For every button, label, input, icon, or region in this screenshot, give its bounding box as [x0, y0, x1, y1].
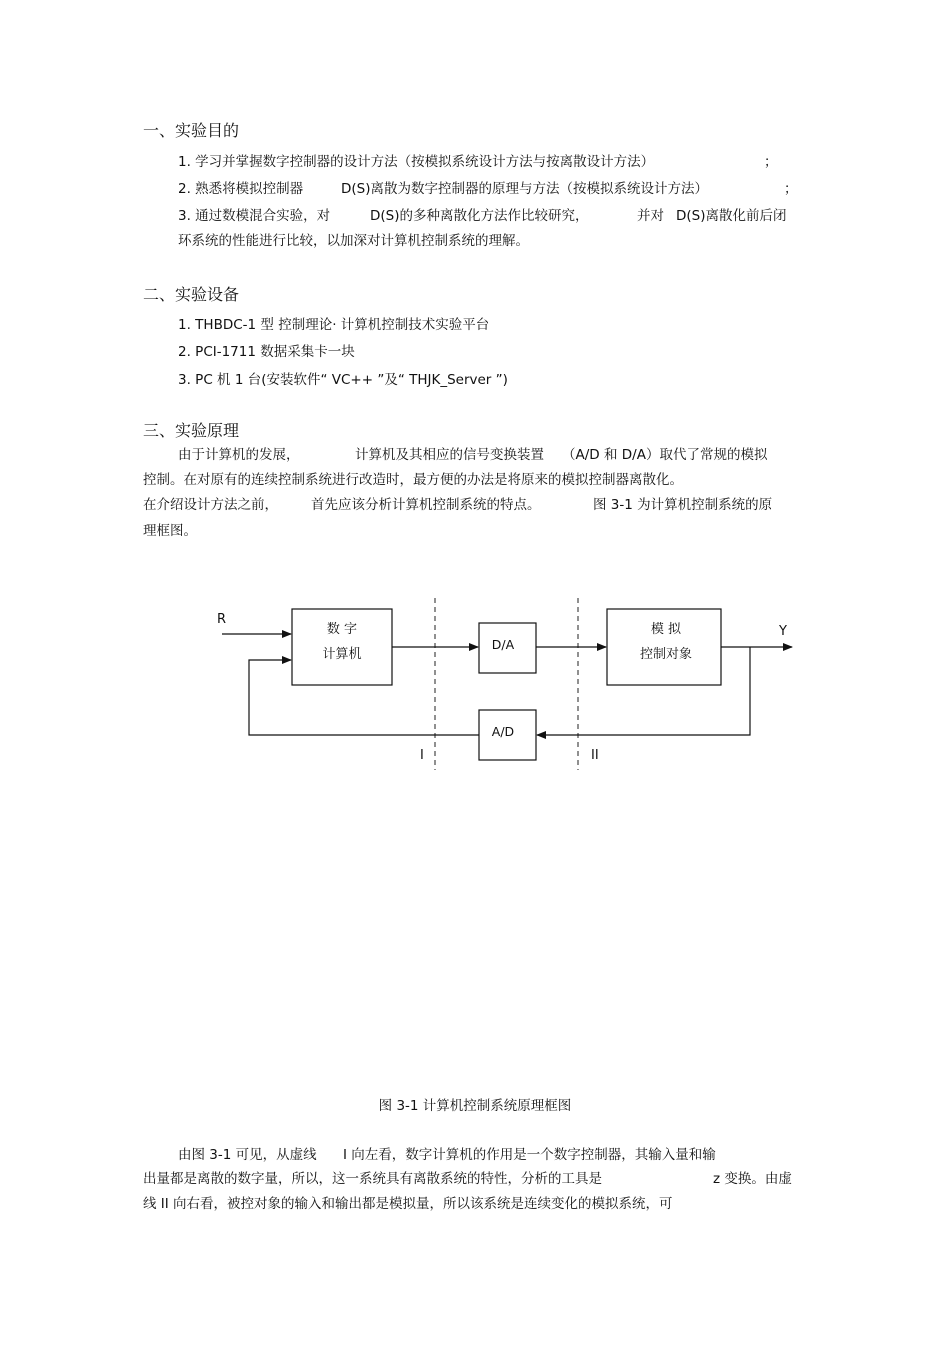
section2-item3: 3. PC 机 1 台(安装软件“ VC++ ”及“ THJK_Server ”) [178, 372, 508, 388]
plant-label-line1: 模 拟 [650, 622, 682, 637]
section1-item3-text-b: D(S)的多种离散化方法作比较研究， [370, 208, 589, 224]
section3-p2-a: 在介绍设计方法之前， [143, 497, 278, 513]
section3-p1-line2: 控制。在对原有的连续控制系统进行改造时，最方便的办法是将原来的模拟控制器离散化。 [143, 472, 683, 488]
section1-item1-text: 1. 学习并掌握数字控制器的设计方法（按模拟系统设计方法与按离散设计方法） [178, 154, 655, 170]
section1-item2-text-b: D(S)离散为数字控制器的原理与方法（按模拟系统设计方法） [341, 181, 708, 197]
section4-line3: 线 II 向右看，被控对象的输入和输出都是模拟量，所以该系统是连续变化的模拟系统，可 [143, 1196, 673, 1212]
da-label: D/A [491, 637, 515, 652]
section4-a: 由图 3-1 可见，从虚线 [178, 1147, 317, 1163]
section3-p1-b: 计算机及其相应的信号变换装置 [355, 447, 544, 463]
divider1-label: I [420, 748, 424, 763]
figure-caption: 图 3-1 计算机控制系统原理框图 [378, 1098, 572, 1114]
section4-b: I 向左看，数字计算机的作用是一个数字控制器，其输入量和输 [343, 1147, 716, 1163]
section2-item2: 2. PCI-1711 数据采集卡一块 [178, 344, 355, 360]
section1-title: 一、实验目的 [143, 121, 240, 140]
section4-d: z 变换。由虚 [713, 1171, 792, 1187]
output-label: Y [779, 624, 787, 639]
section1-item3-text-d: D(S)离散化前后闭 [676, 208, 787, 224]
computer-label-line2: 计算机 [322, 647, 362, 662]
section3-p2-line2: 理框图。 [143, 523, 197, 539]
section4-c: 出量都是离散的数字量，所以，这一系统具有离散系统的特性，分析的工具是 [143, 1171, 602, 1187]
section3-p2-b: 首先应该分析计算机控制系统的特点。 [311, 497, 541, 513]
input-label: R [217, 612, 227, 627]
ad-label: A/D [491, 724, 515, 739]
computer-label-line1: 数 字 [326, 622, 358, 637]
section1-item2-text-a: 2. 熟悉将模拟控制器 [178, 181, 304, 197]
section3-p2-c: 图 3-1 为计算机控制系统的原 [593, 497, 773, 513]
section1-item2-end: ； [784, 181, 798, 197]
section3-p1-c: （A/D 和 D/A）取代了常规的模拟 [562, 447, 768, 463]
section3-p1-a: 由于计算机的发展， [178, 447, 300, 463]
section1-item3-cont: 环系统的性能进行比较，以加深对计算机控制系统的理解。 [178, 233, 529, 249]
divider2-label: II [591, 748, 599, 763]
section1-item3-text-c: 并对 [637, 208, 664, 224]
section2-item1: 1. THBDC-1 型 控制理论· 计算机控制技术实验平台 [178, 317, 490, 333]
section2-title: 二、实验设备 [143, 285, 240, 304]
section1-item1-end: ； [764, 154, 778, 170]
section1-item3-text-a: 3. 通过数模混合实验，对 [178, 208, 331, 224]
plant-label-line2: 控制对象 [639, 647, 693, 662]
ad-to-computer-arrow [249, 660, 479, 735]
section3-title: 三、实验原理 [143, 421, 240, 440]
